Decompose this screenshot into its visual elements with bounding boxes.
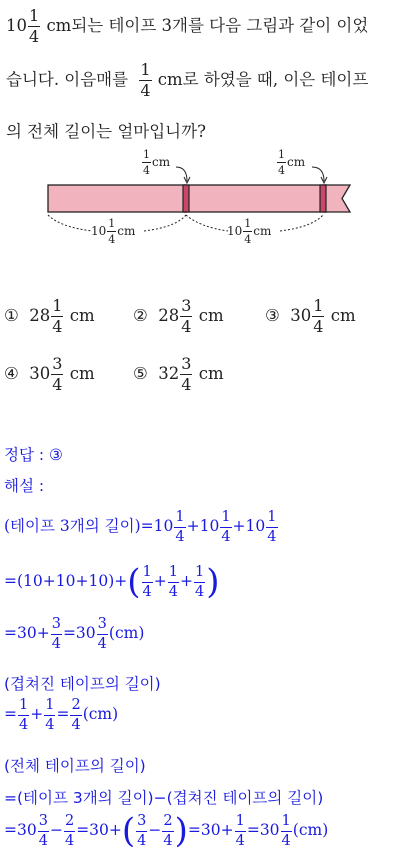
- solution-step-7: =(테이프 3개의 길이)−(겹쳐진 테이프의 길이): [4, 789, 324, 807]
- choice-2[interactable]: ② 28 $\frac{3}{4}$ cm: [133, 296, 224, 336]
- tape-3-partial: [324, 185, 350, 212]
- tape-1: [48, 185, 186, 212]
- overlap-length-label: (겹쳐진 테이프의 길이): [4, 675, 161, 693]
- explanation-label: 해설 :: [4, 477, 45, 495]
- question-line-1: [6, 8, 368, 45]
- choice-5[interactable]: ⑤ 32 $\frac{3}{4}$ cm: [133, 354, 224, 394]
- solution-step-1: (테이프 3개의 길이)=10 $\frac{1}{4}$ +10 $\frac{1}{4}$ +10 $\frac{1}{4}$: [4, 509, 277, 545]
- fraction: $\frac{1}{4}$: [140, 60, 151, 100]
- solution-step-2: =(10+10+10)+( $\frac{1}{4}$ + $\frac{1}{4}$ + $\frac{1}{4}$ ): [4, 562, 220, 602]
- choice-3[interactable]: ③ 30 $\frac{1}{4}$ cm: [265, 296, 356, 336]
- overlap-label-1: $\frac{1}{4}$ cm: [143, 148, 171, 177]
- choice-1[interactable]: ① 28 $\frac{1}{4}$ cm: [4, 296, 95, 336]
- fraction: $\frac{1}{4}$: [29, 6, 40, 46]
- answer-label: 정답 : ③: [4, 446, 63, 464]
- overlap-seam-2: [320, 185, 326, 212]
- question-text: cm되는 테이프 3개를 다음 그림과 같이 이었: [46, 16, 369, 35]
- overlap-label-2: $\frac{1}{4}$ cm: [278, 148, 306, 177]
- overlap-seam-1: [183, 185, 189, 212]
- solution-step-5: = $\frac{1}{4}$ + $\frac{1}{4}$ = $\frac{2}{4}$ (cm): [4, 697, 119, 733]
- length-label-2: 10 $\frac{1}{4}$ cm: [227, 217, 272, 246]
- tape-figure: [40, 145, 370, 245]
- total-length-label: (전체 테이프의 길이): [4, 757, 146, 775]
- question-text: cm로 하였을 때, 이은 테이프: [157, 70, 369, 89]
- choice-4[interactable]: ④ 30 $\frac{3}{4}$ cm: [4, 354, 95, 394]
- whole-number: 10: [6, 16, 27, 35]
- solution-step-3: =30+ $\frac{3}{4}$ =30 $\frac{3}{4}$ (cm): [4, 616, 145, 652]
- question-text: 습니다. 이음매를: [6, 70, 129, 89]
- question-line-3: 의 전체 길이는 얼마입니까?: [6, 122, 206, 141]
- question-line-2: [6, 62, 368, 99]
- length-label-1: 10 $\frac{1}{4}$ cm: [91, 217, 136, 246]
- solution-step-8: =30 $\frac{3}{4}$ − $\frac{2}{4}$ =30+( $\frac{3}{4}$ − $\frac{2}{4}$ )=30+ $\frac{1}{4}$ =30 $\frac{1}{4}$ (cm): [4, 811, 329, 851]
- tape-2: [184, 185, 326, 212]
